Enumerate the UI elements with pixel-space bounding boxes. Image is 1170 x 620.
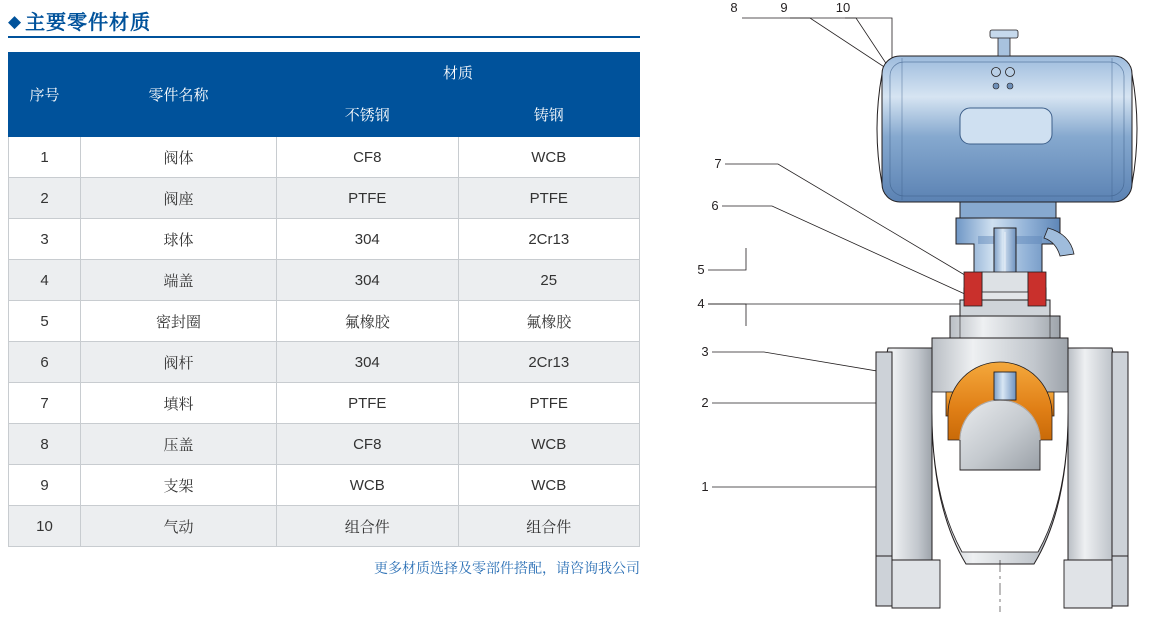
cell-seq: 1 xyxy=(9,137,81,178)
table-row xyxy=(9,178,640,219)
callout-8: 8 xyxy=(730,0,738,15)
cell-cast: 2Cr13 xyxy=(458,219,640,260)
cell-stainless: PTFE xyxy=(277,178,459,219)
cell-name: 支架 xyxy=(81,465,277,506)
cell-cast: PTFE xyxy=(458,383,640,424)
table-head xyxy=(9,53,640,137)
cell-stainless: PTFE xyxy=(277,383,459,424)
cell-cast: 2Cr13 xyxy=(458,342,640,383)
gland-and-packing xyxy=(950,272,1060,338)
cell-seq: 10 xyxy=(9,506,81,547)
cell-stainless: CF8 xyxy=(277,137,459,178)
diamond-icon: ◆ xyxy=(8,12,22,31)
valve-body xyxy=(810,338,1128,612)
cell-seq: 3 xyxy=(9,219,81,260)
callout-labels xyxy=(697,0,850,494)
callout-2: 2 xyxy=(701,395,709,410)
cell-stainless: CF8 xyxy=(277,424,459,465)
callout-6: 6 xyxy=(711,198,719,213)
page-title-text: 主要零件材质 xyxy=(25,12,152,34)
table-row xyxy=(9,465,640,506)
pneumatic-actuator xyxy=(877,30,1137,218)
cell-name: 阀座 xyxy=(81,178,277,219)
header-material: 材质 xyxy=(277,53,640,93)
cell-name: 阀体 xyxy=(81,137,277,178)
callout-10: 10 xyxy=(835,0,851,15)
page-title xyxy=(8,6,151,35)
cell-seq: 4 xyxy=(9,260,81,301)
table-row xyxy=(9,383,640,424)
cell-name: 阀杆 xyxy=(81,342,277,383)
materials-table xyxy=(8,52,640,547)
cell-cast: 氟橡胶 xyxy=(458,301,640,342)
cell-cast: WCB xyxy=(458,424,640,465)
cell-cast: PTFE xyxy=(458,178,640,219)
cell-stainless: 304 xyxy=(277,219,459,260)
callout-4: 4 xyxy=(697,296,705,311)
cell-name: 端盖 xyxy=(81,260,277,301)
cell-stainless: 304 xyxy=(277,342,459,383)
cell-name: 密封圈 xyxy=(81,301,277,342)
header-material-stainless: 不锈钢 xyxy=(277,93,459,137)
table-row xyxy=(9,137,640,178)
cell-name: 压盖 xyxy=(81,424,277,465)
cell-stainless: WCB xyxy=(277,465,459,506)
header-material-cast: 铸钢 xyxy=(458,93,640,137)
header-part-name: 零件名称 xyxy=(81,53,277,137)
table-row xyxy=(9,506,640,547)
callout-7: 7 xyxy=(714,156,722,171)
valve-diagram xyxy=(660,0,1170,620)
cell-stainless: 304 xyxy=(277,260,459,301)
header-seq: 序号 xyxy=(9,53,81,137)
table-row xyxy=(9,260,640,301)
table-body xyxy=(9,137,640,547)
callout-5: 5 xyxy=(697,262,705,277)
table-row xyxy=(9,301,640,342)
callout-3: 3 xyxy=(701,344,709,359)
cell-seq: 5 xyxy=(9,301,81,342)
cell-seq: 9 xyxy=(9,465,81,506)
cell-stainless: 组合件 xyxy=(277,506,459,547)
cell-stainless: 氟橡胶 xyxy=(277,301,459,342)
cell-cast: 组合件 xyxy=(458,506,640,547)
cell-seq: 2 xyxy=(9,178,81,219)
consult-note: 更多材质选择及零部件搭配，请咨询我公司 xyxy=(374,560,640,576)
cell-name: 气动 xyxy=(81,506,277,547)
cell-seq: 7 xyxy=(9,383,81,424)
callout-1: 1 xyxy=(701,479,709,494)
table-row xyxy=(9,424,640,465)
title-divider xyxy=(8,36,640,38)
callout-9: 9 xyxy=(780,0,788,15)
table-row xyxy=(9,219,640,260)
table-row xyxy=(9,342,640,383)
cell-cast: WCB xyxy=(458,137,640,178)
cell-seq: 8 xyxy=(9,424,81,465)
table-header-row-1 xyxy=(9,53,640,93)
cell-seq: 6 xyxy=(9,342,81,383)
cell-name: 填料 xyxy=(81,383,277,424)
cell-cast: WCB xyxy=(458,465,640,506)
cell-cast: 25 xyxy=(458,260,640,301)
valve-diagram-svg xyxy=(660,0,1170,620)
cell-name: 球体 xyxy=(81,219,277,260)
